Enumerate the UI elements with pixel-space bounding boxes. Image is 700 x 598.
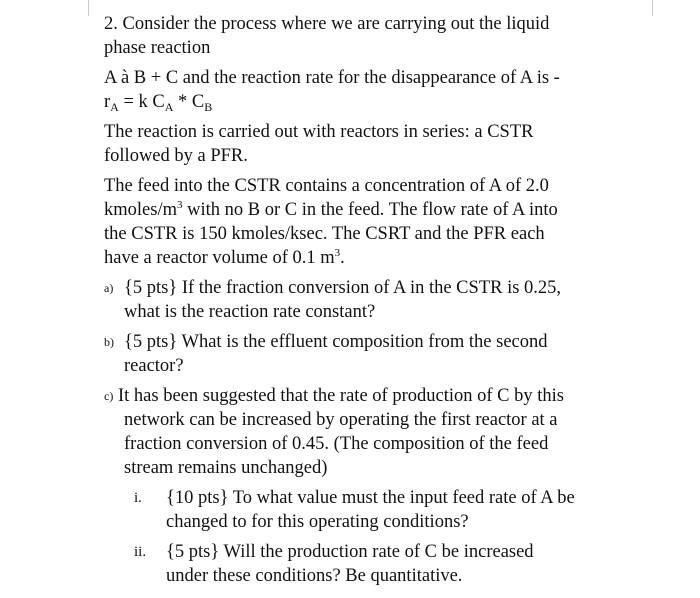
intro-line-1: 2. Consider the process where we are carrying out the liquid bbox=[104, 14, 550, 34]
feed-paragraph bbox=[104, 174, 624, 270]
page-edge-right bbox=[652, 0, 653, 16]
question-c-line-1: It has been suggested that the rate of production of C by this bbox=[118, 386, 564, 406]
question-b-line-2: reactor? bbox=[124, 356, 184, 376]
reaction-paragraph bbox=[104, 66, 624, 114]
series-line-2: followed by a PFR. bbox=[104, 146, 248, 166]
intro-paragraph bbox=[104, 12, 624, 60]
question-b-marker: b) bbox=[104, 335, 114, 349]
rate-product-term: * C bbox=[173, 92, 205, 112]
question-c-line-4: stream remains unchanged) bbox=[124, 458, 328, 478]
series-paragraph bbox=[104, 120, 624, 168]
rate-constant-term: = k C bbox=[118, 92, 165, 112]
rate-symbol: r bbox=[104, 92, 111, 112]
problem-document bbox=[104, 12, 624, 588]
intro-line-2: phase reaction bbox=[104, 38, 211, 58]
rate-subscript-a: A bbox=[110, 100, 119, 114]
question-c-i-marker: i. bbox=[134, 490, 142, 506]
series-line-1: The reaction is carried out with reactors in series: a CSTR bbox=[104, 122, 534, 142]
question-c bbox=[104, 384, 624, 480]
question-c-ii-line-1: {5 pts} Will the production rate of C be increased bbox=[166, 542, 534, 562]
question-b bbox=[104, 330, 624, 378]
question-a-marker: a) bbox=[104, 281, 114, 295]
volume-period: . bbox=[340, 248, 345, 268]
feed-line-4 bbox=[104, 248, 345, 268]
question-b-line-1: {5 pts} What is the effluent composition from the second bbox=[124, 332, 548, 352]
question-c-i-line-2: changed to for this operating conditions? bbox=[166, 512, 469, 532]
question-c-marker: c) bbox=[104, 389, 114, 403]
conc-subscript-b: B bbox=[204, 100, 213, 114]
feed-line-1: The feed into the CSTR contains a concentration of A of 2.0 bbox=[104, 176, 549, 196]
question-a-line-2: what is the reaction rate constant? bbox=[124, 302, 376, 322]
rate-expression bbox=[104, 92, 212, 112]
feed-unit: kmoles/m bbox=[104, 200, 177, 220]
reaction-line: A à B + C and the reaction rate for the disappearance of A is - bbox=[104, 68, 560, 88]
question-c-line-3: fraction conversion of 0.45. (The composition of the feed bbox=[124, 434, 549, 454]
question-a-line-1: {5 pts} If the fraction conversion of A in the CSTR is 0.25, bbox=[124, 278, 562, 298]
feed-line-2 bbox=[104, 200, 558, 220]
question-c-ii-line-2: under these conditions? Be quantitative. bbox=[166, 566, 463, 586]
page-edge-left bbox=[88, 0, 89, 16]
feed-line-3: the CSTR is 150 kmoles/ksec. The CSRT and the PFR each bbox=[104, 224, 545, 244]
feed-line-2-rest: with no B or C in the feed. The flow rate of A into bbox=[182, 200, 558, 220]
volume-exponent: 3 bbox=[334, 247, 341, 259]
question-c-body bbox=[118, 384, 624, 480]
conc-subscript-a: A bbox=[164, 100, 174, 114]
feed-unit-exponent: 3 bbox=[176, 199, 183, 211]
question-c-i bbox=[104, 486, 624, 534]
question-a bbox=[104, 276, 624, 324]
question-c-i-line-1: {10 pts} To what value must the input feed rate of A be bbox=[166, 488, 575, 508]
question-c-line-2: network can be increased by operating the first reactor at a bbox=[124, 410, 558, 430]
question-c-ii-marker: ii. bbox=[134, 544, 147, 560]
question-c-ii bbox=[104, 540, 624, 588]
volume-text: have a reactor volume of 0.1 m bbox=[104, 248, 335, 268]
